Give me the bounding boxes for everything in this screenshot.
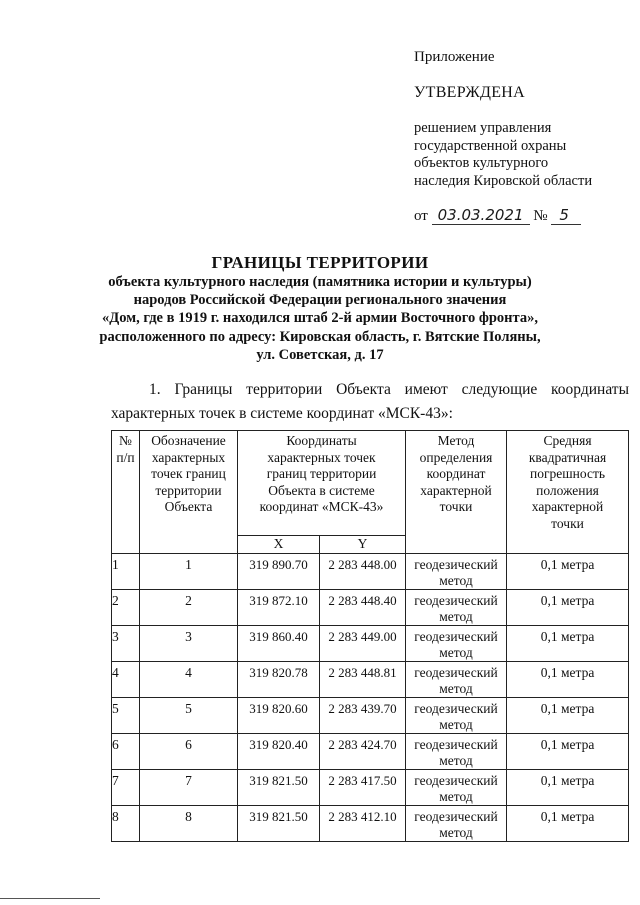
cell-y: 2 283 412.10 [320, 806, 406, 842]
cell-method: геодезический метод [406, 662, 507, 698]
title-line: расположенного по адресу: Кировская область, г. Вятские Поляны, [99, 328, 541, 345]
cell-x: 319 872.10 [238, 590, 320, 626]
cell-x: 319 820.78 [238, 662, 320, 698]
table-row [112, 662, 629, 698]
cell-y: 2 283 449.00 [320, 626, 406, 662]
cell-method: геодезический метод [406, 554, 507, 590]
cell-accuracy: 0,1 метра [507, 734, 629, 770]
document-title [0, 252, 640, 364]
cell-accuracy: 0,1 метра [507, 806, 629, 842]
cell-y: 2 283 424.70 [320, 734, 406, 770]
footnote-divider [0, 898, 100, 899]
cell-accuracy: 0,1 метра [507, 770, 629, 806]
cell-num: 6 [112, 734, 140, 770]
cell-point: 6 [140, 734, 238, 770]
cell-point: 2 [140, 590, 238, 626]
handwritten-date: 03.03.2021 [432, 206, 530, 225]
table-row [112, 734, 629, 770]
table-row [112, 554, 629, 590]
header-method: Метод определения координат характерной точки [406, 431, 507, 554]
cell-num: 5 [112, 698, 140, 734]
cell-x: 319 890.70 [238, 554, 320, 590]
title-line: народов Российской Федерации регионального значения [133, 292, 507, 309]
cell-x: 319 821.50 [238, 806, 320, 842]
appendix-label: Приложение [414, 49, 495, 65]
coordinates-table [111, 430, 629, 842]
cell-y: 2 283 448.81 [320, 662, 406, 698]
cell-accuracy: 0,1 метра [507, 662, 629, 698]
approved-label: УТВЕРЖДЕНА [414, 84, 526, 101]
date-prefix: от [414, 208, 428, 224]
cell-method: геодезический метод [406, 806, 507, 842]
cell-point: 4 [140, 662, 238, 698]
table-row [112, 770, 629, 806]
cell-x: 319 820.40 [238, 734, 320, 770]
cell-num: 7 [112, 770, 140, 806]
cell-num: 3 [112, 626, 140, 662]
cell-y: 2 283 417.50 [320, 770, 406, 806]
title-main: ГРАНИЦЫ ТЕРРИТОРИИ [211, 253, 429, 272]
cell-y: 2 283 439.70 [320, 698, 406, 734]
paragraph-line: 1. Границы территории Объекта имеют следующие координаты [149, 381, 629, 398]
date-number-line [414, 206, 581, 225]
table-row [112, 806, 629, 842]
cell-num: 8 [112, 806, 140, 842]
cell-point: 5 [140, 698, 238, 734]
title-line: ул. Советская, д. 17 [256, 346, 384, 363]
table-row [112, 590, 629, 626]
decision-line: государственной охраны [414, 137, 567, 154]
cell-point: 1 [140, 554, 238, 590]
handwritten-number: 5 [551, 206, 581, 225]
cell-accuracy: 0,1 метра [507, 698, 629, 734]
table-row [112, 698, 629, 734]
cell-point: 8 [140, 806, 238, 842]
cell-method: геодезический метод [406, 590, 507, 626]
cell-num: 2 [112, 590, 140, 626]
header-y: Y [320, 536, 406, 554]
cell-y: 2 283 448.40 [320, 590, 406, 626]
cell-point: 3 [140, 626, 238, 662]
header-coordinates: Координаты характерных точек границ территории Объекта в системе координат «МСК-43» [238, 431, 406, 536]
cell-method: геодезический метод [406, 626, 507, 662]
cell-num: 4 [112, 662, 140, 698]
cell-num: 1 [112, 554, 140, 590]
title-line: объекта культурного наследия (памятника истории и культуры) [108, 274, 532, 290]
cell-y: 2 283 448.00 [320, 554, 406, 590]
header-x: X [238, 536, 320, 554]
decision-line: объектов культурного [414, 155, 549, 171]
number-sign: № [533, 208, 548, 224]
cell-method: геодезический метод [406, 734, 507, 770]
header-num: № п/п [112, 431, 140, 554]
decision-line: решением управления [414, 120, 552, 136]
cell-method: геодезический метод [406, 770, 507, 806]
cell-accuracy: 0,1 метра [507, 590, 629, 626]
cell-point: 7 [140, 770, 238, 806]
cell-x: 319 820.60 [238, 698, 320, 734]
cell-accuracy: 0,1 метра [507, 626, 629, 662]
table-row [112, 626, 629, 662]
header-accuracy: Средняя квадратичная погрешность положения характерной точки [507, 431, 629, 554]
cell-x: 319 821.50 [238, 770, 320, 806]
intro-paragraph [111, 378, 629, 426]
title-line: «Дом, где в 1919 г. находился штаб 2-й армии Восточного фронта», [102, 310, 538, 327]
cell-method: геодезический метод [406, 698, 507, 734]
decision-text [414, 120, 592, 190]
cell-accuracy: 0,1 метра [507, 554, 629, 590]
decision-line: наследия Кировской области [414, 172, 593, 189]
paragraph-line: характерных точек в системе координат «МСК-43»: [111, 405, 453, 422]
header-point: Обозначение характерных точек границ территории Объекта [140, 431, 238, 554]
cell-x: 319 860.40 [238, 626, 320, 662]
